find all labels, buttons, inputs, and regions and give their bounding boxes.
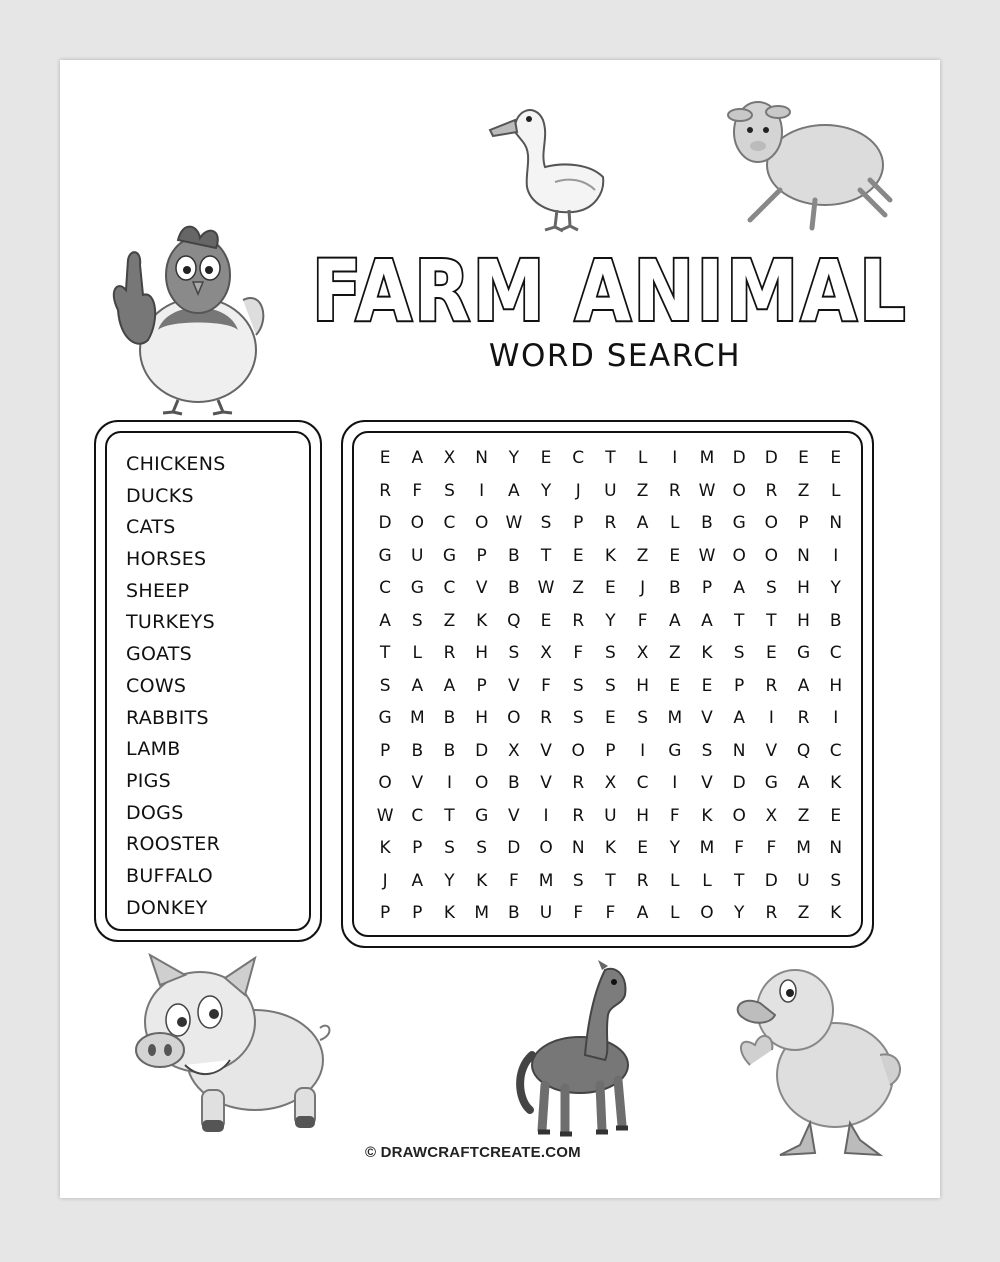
grid-cell: G (764, 773, 778, 793)
title-graphic (305, 238, 915, 348)
grid-cell: S (572, 870, 584, 891)
word-list-item: TURKEYS (126, 611, 215, 634)
word-list-item: HORSES (126, 548, 207, 571)
grid-cell: P (605, 740, 616, 761)
grid-cell: G (668, 740, 682, 761)
grid-cell: E (830, 805, 842, 826)
grid-cell: K (830, 773, 842, 793)
grid-cell: A (379, 610, 391, 631)
grid-cell: S (572, 708, 584, 728)
grid-cell: P (476, 675, 487, 696)
grid-cell: P (734, 675, 745, 696)
grid-cell: O (474, 513, 489, 533)
grid-cell: E (669, 675, 681, 696)
grid-cell: M (667, 708, 683, 728)
grid-cell: F (734, 838, 745, 858)
grid-cell: U (604, 805, 617, 826)
grid-cell: W (376, 805, 394, 826)
grid-cell: K (701, 643, 713, 663)
grid-cell: K (379, 838, 391, 858)
grid-cell: D (507, 838, 521, 858)
grid-cell: I (672, 448, 678, 468)
grid-cell: R (765, 480, 778, 501)
grid-cell: V (765, 740, 778, 761)
grid-cell: N (797, 545, 810, 566)
grid-cell: A (797, 773, 810, 793)
grid-cell: K (830, 903, 842, 923)
grid-cell: D (764, 870, 778, 891)
word-list-item: DUCKS (126, 484, 194, 507)
grid-cell: W (698, 545, 716, 566)
sheep-icon (720, 90, 892, 232)
grid-cell: F (573, 643, 584, 663)
grid-cell: C (411, 805, 424, 826)
grid-cell: P (573, 513, 584, 533)
grid-cell: H (636, 675, 649, 696)
grid-cell: R (765, 675, 778, 696)
grid-cell: L (637, 448, 648, 468)
duckling-icon (730, 955, 910, 1170)
grid-cell: K (701, 805, 713, 826)
grid-cell: A (701, 610, 713, 631)
grid-cell: X (604, 773, 617, 793)
grid-cell: I (446, 773, 452, 793)
grid-cell: O (507, 708, 521, 728)
grid-cell: P (379, 740, 391, 761)
grid-cell: X (765, 805, 778, 826)
grid-cell: M (538, 870, 554, 891)
grid-cell: V (475, 578, 488, 598)
grid-cell: O (764, 513, 779, 533)
grid-cell: Y (540, 480, 552, 501)
grid-cell: F (766, 838, 777, 858)
grid-cell: B (443, 740, 456, 761)
word-list-item: BUFFALO (126, 864, 214, 887)
grid-cell: K (476, 870, 488, 891)
grid-cell: N (732, 740, 746, 761)
grid-cell: E (669, 545, 681, 566)
grid-cell: Q (507, 610, 521, 631)
duck-icon (485, 92, 610, 234)
grid-cell: S (605, 643, 616, 663)
grid-cell: E (701, 675, 713, 696)
grid-cell: I (833, 545, 839, 566)
grid-cell: S (379, 675, 391, 696)
grid-cell: Y (444, 870, 455, 891)
grid-cell: K (443, 903, 456, 923)
grid-cell: T (733, 870, 745, 891)
grid-cell: M (699, 838, 715, 858)
grid-cell: T (540, 545, 552, 566)
word-list-item: PIGS (126, 769, 172, 792)
grid-cell: H (797, 610, 810, 631)
grid-cell: F (541, 675, 551, 696)
grid-cell: T (733, 610, 745, 631)
grid-cell: G (796, 643, 811, 663)
word-list-item: GOATS (126, 643, 193, 666)
grid-cell: P (701, 578, 713, 598)
grid-cell: E (572, 545, 584, 566)
grid-cell: A (411, 675, 424, 696)
grid-cell: P (798, 513, 809, 533)
grid-cell: O (732, 545, 746, 566)
grid-cell: Q (796, 740, 811, 761)
grid-cell: I (479, 480, 485, 501)
grid-cell: D (378, 513, 392, 533)
grid-cell: X (443, 448, 456, 468)
grid-cell: K (604, 545, 616, 566)
grid-cell: C (379, 578, 392, 598)
grid-cell: V (540, 773, 552, 793)
grid-cell: B (508, 545, 520, 566)
word-list-item: SHEEP (126, 579, 190, 602)
grid-cell: J (640, 578, 646, 598)
grid-cell: O (700, 903, 714, 923)
grid-cell: P (412, 838, 423, 858)
grid-cell: O (732, 805, 746, 826)
grid-cell: E (540, 610, 552, 631)
grid-cell: R (797, 708, 810, 728)
grid-cell: D (764, 448, 778, 468)
grid-cell: S (411, 610, 423, 631)
grid-cell: A (797, 675, 810, 696)
grid-cell: A (668, 610, 681, 631)
grid-cell: G (410, 578, 424, 598)
grid-cell: M (409, 708, 425, 728)
grid-cell: F (412, 480, 423, 501)
grid-cell: N (829, 513, 843, 533)
grid-cell: L (670, 513, 680, 533)
grid-cell: V (701, 773, 713, 793)
grid-cell: Z (636, 545, 649, 566)
grid-cell: V (540, 740, 552, 761)
grid-cell: A (636, 903, 649, 923)
grid-cell: X (540, 643, 552, 663)
grid-cell: O (732, 480, 746, 501)
grid-cell: B (508, 773, 520, 793)
word-list-item: COWS (126, 674, 187, 697)
grid-cell: Z (797, 805, 810, 826)
grid-cell: J (575, 480, 581, 501)
grid-cell: F (573, 903, 584, 923)
grid-cell: A (733, 708, 745, 728)
grid-cell: B (508, 578, 520, 598)
grid-cell: G (475, 805, 489, 826)
grid-cell: Z (443, 610, 456, 631)
grid-cell: K (476, 610, 488, 631)
grid-cell: Z (797, 480, 810, 501)
grid-cell: W (537, 578, 555, 598)
grid-cell: N (571, 838, 585, 858)
grid-cell: C (829, 643, 842, 663)
grid-cell: G (378, 545, 392, 566)
letter-grid (369, 442, 852, 930)
grid-cell: L (412, 643, 423, 663)
grid-cell: V (701, 708, 713, 728)
grid-cell: A (411, 448, 424, 468)
grid-cell: L (670, 870, 680, 891)
grid-cell: Z (636, 480, 649, 501)
grid-cell: W (505, 513, 523, 533)
grid-cell: S (765, 578, 777, 598)
word-list-item: RABBITS (126, 706, 209, 729)
grid-cell: S (637, 708, 648, 728)
grid-cell: K (604, 838, 616, 858)
grid-cell: E (540, 448, 552, 468)
grid-cell: Y (669, 838, 680, 858)
grid-cell: H (475, 708, 489, 728)
grid-cell: R (765, 903, 778, 923)
grid-cell: Y (830, 578, 841, 598)
grid-cell: R (572, 805, 585, 826)
grid-cell: E (605, 578, 616, 598)
word-list-item: LAMB (126, 738, 181, 761)
grid-cell: S (476, 838, 488, 858)
grid-cell: S (508, 643, 520, 663)
grid-cell: D (475, 740, 489, 761)
grid-cell: V (411, 773, 424, 793)
grid-cell: P (379, 903, 391, 923)
grid-cell: E (379, 448, 391, 468)
grid-cell: V (508, 675, 520, 696)
grid-cell: Y (733, 903, 745, 923)
grid-cell: C (829, 740, 842, 761)
grid-cell: P (412, 903, 423, 923)
grid-cell: R (379, 480, 391, 501)
grid-cell: F (605, 903, 616, 923)
horse-icon (510, 960, 650, 1140)
hen-icon (98, 220, 273, 415)
grid-cell: M (474, 903, 489, 923)
grid-cell: N (475, 448, 489, 468)
grid-cell: C (572, 448, 585, 468)
grid-cell: I (640, 740, 646, 761)
grid-cell: Z (668, 643, 681, 663)
grid-cell: T (605, 870, 616, 891)
grid-cell: A (508, 480, 520, 501)
grid-cell: A (411, 870, 424, 891)
grid-cell: B (411, 740, 424, 761)
grid-cell: R (668, 480, 681, 501)
grid-cell: U (797, 870, 810, 891)
grid-cell: L (702, 870, 712, 891)
grid-cell: F (508, 870, 519, 891)
grid-cell: X (636, 643, 649, 663)
grid-cell: R (443, 643, 456, 663)
grid-cell: S (830, 870, 842, 891)
grid-cell: R (572, 610, 585, 631)
grid-cell: A (443, 675, 456, 696)
grid-cell: A (636, 513, 649, 533)
grid-cell: Y (508, 448, 520, 468)
grid-cell: E (765, 643, 777, 663)
grid-cell: J (382, 870, 388, 891)
grid-cell: S (540, 513, 552, 533)
grid-cell: B (443, 708, 456, 728)
grid-cell: O (539, 838, 553, 858)
grid-cell: S (572, 675, 584, 696)
grid-cell: H (829, 675, 843, 696)
grid-cell: O (410, 513, 424, 533)
grid-cell: B (668, 578, 681, 598)
grid-cell: E (605, 708, 616, 728)
pig-icon (130, 950, 340, 1140)
grid-cell: T (766, 610, 777, 631)
grid-cell: A (733, 578, 745, 598)
grid-cell: O (764, 545, 779, 566)
grid-cell: H (475, 643, 489, 663)
grid-cell: G (378, 708, 392, 728)
word-list (126, 452, 226, 927)
grid-cell: U (411, 545, 424, 566)
grid-cell: I (768, 708, 774, 728)
grid-cell: B (701, 513, 713, 533)
grid-cell: U (604, 480, 617, 501)
grid-cell: S (733, 643, 745, 663)
copyright-notice: © DRAWCRAFTCREATE.COM (365, 1144, 581, 1161)
grid-cell: R (604, 513, 617, 533)
grid-cell: C (636, 773, 649, 793)
grid-cell: P (476, 545, 487, 566)
grid-cell: M (699, 448, 715, 468)
grid-cell: T (605, 448, 616, 468)
grid-cell: T (379, 643, 391, 663)
grid-cell: L (670, 903, 680, 923)
grid-cell: Z (797, 903, 810, 923)
grid-cell: E (637, 838, 648, 858)
grid-cell: L (830, 480, 841, 501)
grid-cell: B (829, 610, 842, 631)
grid-cell: M (796, 838, 811, 858)
word-list-item: CHICKENS (126, 453, 226, 475)
grid-cell: H (797, 578, 810, 598)
grid-cell: E (798, 448, 809, 468)
grid-cell: B (508, 903, 520, 923)
grid-cell: G (442, 545, 457, 566)
grid-cell: F (669, 805, 680, 826)
grid-cell: Y (605, 610, 616, 631)
grid-cell: S (605, 675, 616, 696)
grid-cell: I (672, 773, 678, 793)
grid-cell: O (474, 773, 489, 793)
grid-cell: O (378, 773, 392, 793)
word-list-item: CATS (126, 516, 176, 539)
grid-cell: G (732, 513, 746, 533)
page-subtitle: WORD SEARCH (488, 338, 742, 374)
grid-cell: Z (572, 578, 585, 598)
word-list-item: ROOSTER (126, 833, 221, 856)
worksheet-page (60, 60, 940, 1198)
grid-cell: R (540, 708, 552, 728)
word-list-item: DOGS (126, 801, 184, 824)
grid-cell: X (508, 740, 520, 761)
grid-cell: S (444, 838, 455, 858)
grid-cell: E (830, 448, 842, 468)
grid-cell: N (829, 838, 843, 858)
grid-cell: R (636, 870, 649, 891)
grid-cell: D (732, 773, 746, 793)
grid-cell: D (732, 448, 746, 468)
grid-cell: T (444, 805, 455, 826)
grid-cell: S (444, 480, 455, 501)
grid-cell: S (701, 740, 713, 761)
page-title: FARM ANIMAL (312, 242, 908, 340)
grid-cell: O (571, 740, 585, 761)
grid-cell: I (543, 805, 549, 826)
grid-cell: F (637, 610, 648, 631)
grid-cell: I (833, 708, 839, 728)
word-list-item: DONKEY (126, 896, 208, 919)
grid-cell: H (636, 805, 649, 826)
grid-cell: R (572, 773, 585, 793)
grid-cell: C (443, 578, 456, 598)
grid-cell: W (698, 480, 716, 501)
grid-cell: U (539, 903, 553, 923)
grid-cell: V (508, 805, 520, 826)
grid-cell: C (443, 513, 456, 533)
